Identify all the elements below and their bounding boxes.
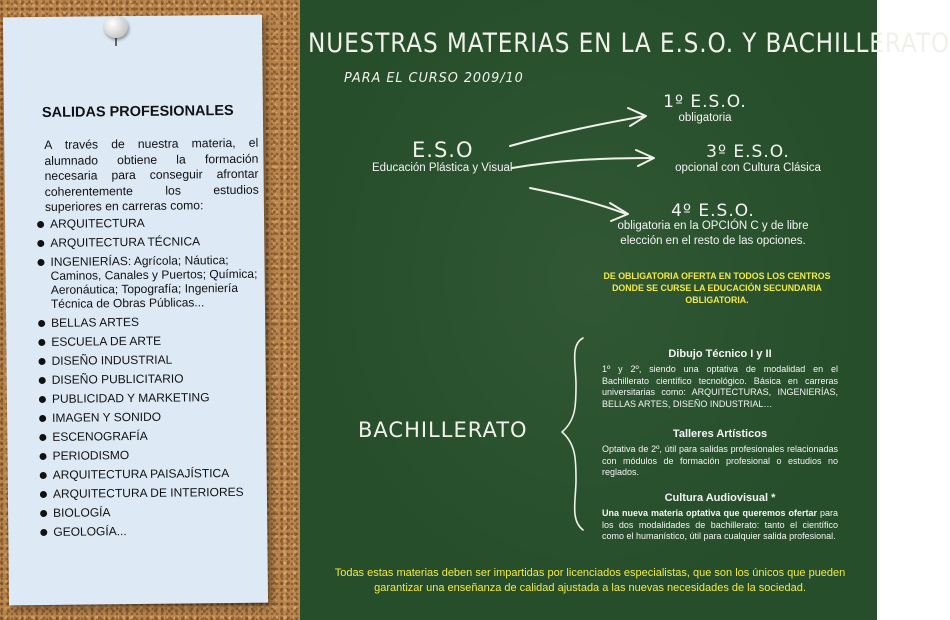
list-item: IMAGEN Y SONIDO (37, 409, 269, 425)
course-text: obligatoria (678, 112, 732, 124)
course-heading: 4º E.S.O. (671, 201, 755, 221)
list-item: ARQUITECTURA (35, 215, 267, 231)
eso-heading: E.S.O (412, 138, 474, 162)
subject-title: Talleres Artísticos (672, 428, 768, 440)
subject-text: Una nueva materia optativa que queremos ofertar para los dos modalidades de bachillerato: tanto el científico como el humanístico, útil para cualquier salida profesional. (602, 508, 839, 542)
bullet-icon (39, 377, 46, 384)
bullet-icon (40, 491, 47, 498)
mandatory-note: DE OBLIGATORIA OFERTA EN TODOS LOS CENTROS DONDE SE CURSE LA EDUCACIÓN SECUNDARIA OBLIGATORIA. (603, 271, 831, 305)
bullet-icon (39, 453, 46, 460)
note-intro: A través de nuestra materia, el alumnado obtiene la formación necesaria para conseguir afrontar coherentemente los estudios superiores en carreras como: (44, 135, 259, 214)
bullet-icon (39, 396, 46, 403)
bullet-icon (39, 434, 46, 441)
list-item: ARQUITECTURA DE INTERIORES (38, 485, 270, 501)
careers-list (35, 215, 270, 544)
push-pin-icon (100, 14, 132, 44)
list-item: ARQUITECTURA PAISAJÍSTICA (38, 466, 270, 482)
subject-title: Dibujo Técnico I y II (668, 348, 772, 360)
bullet-icon (37, 221, 44, 228)
course-text: opcional con Cultura Clásica (675, 162, 821, 174)
bullet-icon (40, 529, 47, 536)
page-subtitle: PARA EL CURSO 2009/10 (344, 70, 524, 86)
subject-cultura-audiovisual (602, 492, 838, 543)
list-item: ARQUITECTURA TÉCNICA (35, 234, 267, 250)
bullet-icon (37, 240, 44, 247)
list-item: BELLAS ARTES (36, 314, 268, 330)
bachillerato-heading: BACHILLERATO (358, 418, 528, 442)
course-3-eso (668, 142, 828, 174)
list-item: INGENIERÍAS: Agrícola; Náutica; Caminos, Canales y Puertos; Química; Aeronáutica; Topografía; Ingeniería Técnica de Obras Públicas... (35, 253, 268, 311)
course-1-eso (640, 92, 770, 124)
list-item: GEOLOGÍA... (38, 523, 270, 539)
list-item: ESCUELA DE ARTE (36, 333, 268, 349)
course-4-eso (606, 201, 820, 249)
subject-dibujo-tecnico (602, 348, 838, 410)
bullet-icon (40, 472, 47, 479)
page-title: NUESTRAS MATERIAS EN LA E.S.O. Y BACHILLERATO (308, 28, 950, 59)
list-item: PUBLICIDAD Y MARKETING (37, 390, 269, 406)
list-item: ESCENOGRAFÍA (37, 428, 269, 444)
brace-icon (562, 338, 583, 530)
bullet-icon (39, 415, 46, 422)
cork-board (0, 0, 300, 620)
list-item: DISEÑO PUBLICITARIO (37, 371, 269, 387)
course-heading: 1º E.S.O. (663, 92, 747, 112)
footer-note: Todas estas materias deben ser impartidas por licenciados especialistas, que son los únicos que pueden garantizar una enseñanza de calidad ajustada a las nuevas necesidades de la sociedad. (334, 567, 846, 594)
arrow-icon (510, 116, 645, 146)
subject-talleres-artisticos (602, 428, 838, 479)
note-title: SALIDAS PROFESIONALES (41, 102, 234, 121)
course-text: obligatoria en la OPCIÓN C y de libre elección en el resto de las opciones. (617, 220, 809, 247)
subject-text-emphasis: Una nueva materia optativa que queremos ofertar (602, 508, 817, 518)
bullet-icon (38, 320, 45, 327)
list-item: PERIODISMO (37, 447, 269, 463)
bullet-icon (40, 510, 47, 517)
chalkboard (300, 0, 950, 620)
list-item: BIOLOGÍA (38, 504, 270, 520)
subject-text: Optativa de 2º, útil para salidas profesionales relacionadas con módulos de formación profesional o estudios no reglados. (602, 444, 838, 478)
bullet-icon (38, 358, 45, 365)
subject-title: Cultura Audiovisual * (664, 492, 776, 504)
arrow-icon (512, 158, 652, 168)
course-heading: 3º E.S.O. (706, 142, 790, 162)
list-item: DISEÑO INDUSTRIAL (36, 352, 268, 368)
bullet-icon (38, 339, 45, 346)
subject-text: 1º y 2º, siendo una optativa de modalidad en el Bachillerato científico tecnológico. Básica en carreras universitarias como: ARQUITECTURAS, INGENIERÍAS, BELLAS ARTES, DISEÑO INDUSTRIAL… (602, 364, 838, 409)
pinned-note (3, 15, 268, 606)
bullet-icon (37, 259, 44, 266)
eso-description: Educación Plástica y Visual (372, 162, 513, 174)
